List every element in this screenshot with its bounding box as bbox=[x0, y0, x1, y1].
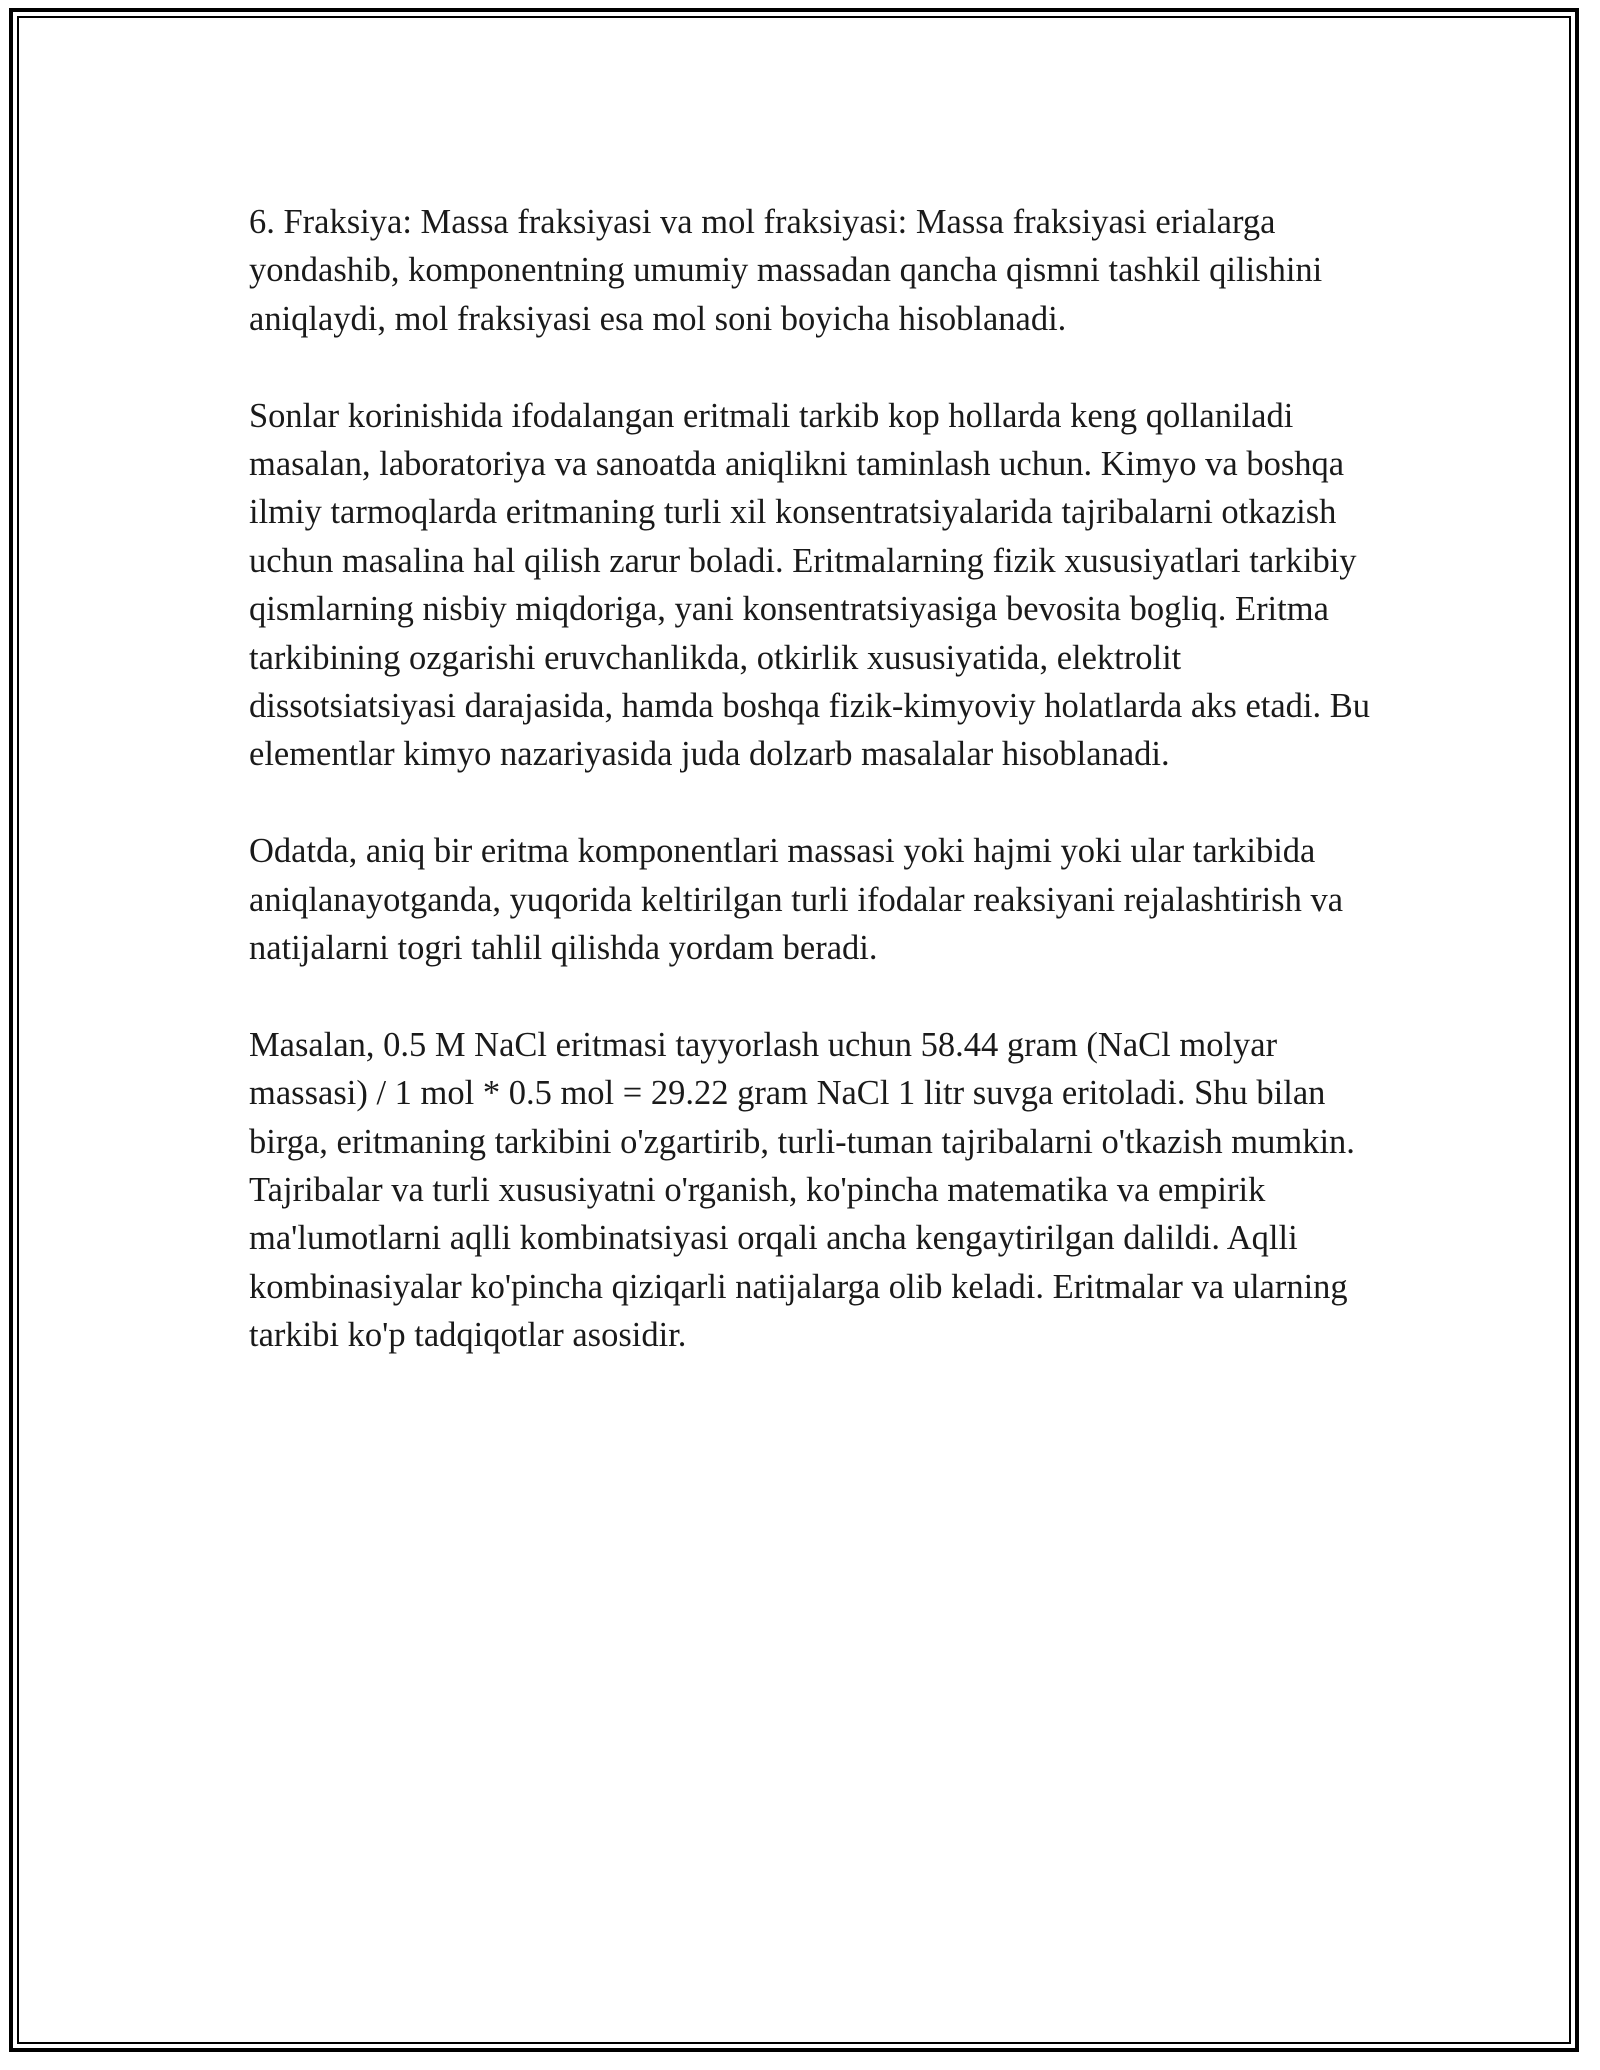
paragraph-example: Masalan, 0.5 M NaCl eritmasi tayyorlash uchun 58.44 gram (NaCl molyar massasi) / 1 mol * 0.5 mol = 29.22 gram NaCl 1 litr suvga eritoladi. Shu bilan birga, eritmaning tarkibini o'zgartirib, turli-tuman tajribalarni o'tkazish mumkin. Tajribalar va turli xususiyatni o'rganish, ko'pincha matematika va empirik ma'lumotlarni aqlli kombinatsiyasi orqali ancha kengaytirilgan dalildi. Aqlli kombinasiyalar ko'pincha qiziqarli natijalarga olib keladi. Eritmalar va ularning tarkibi ko'p tadqiqotlar asosidir. bbox=[249, 1025, 1355, 1355]
paragraph-composition: Sonlar korinishida ifodalangan eritmali tarkib kop hollarda keng qollaniladi masalan, laboratoriya va sanoatda aniqlikni taminlash uchun. Kimyo va boshqa ilmiy tarmoqlarda eritmaning turli xil konsentratsiyalarida tajribalarni otkazish uchun masalina hal qilish zarur boladi. Eritmalarning fizik xususiyatlari tarkibiy qismlarning nisbiy miqdoriga, yani konsentratsiyasiga bevosita bogliq. Eritma tarkibining ozgarishi eruvchanlikda, otkirlik xususiyatida, elektrolit dissotsiatsiyasi darajasida, hamda boshqa fizik-kimyoviy holatlarda aks etadi. Bu elementlar kimyo nazariyasida juda dolzarb masalalar hisoblanadi. bbox=[249, 396, 1370, 774]
paragraph-fraction: 6. Fraksiya: Massa fraksiyasi va mol fraksiyasi: Massa fraksiyasi erialarga yondashib, komponentning umumiy massadan qancha qismni tashkil qilishini aniqlaydi, mol fraksiyasi esa mol soni boyicha hisoblanadi. bbox=[249, 203, 1323, 338]
page-border bbox=[9, 8, 1579, 2052]
document-body bbox=[249, 198, 1379, 1360]
paragraph-usage: Odatda, aniq bir eritma komponentlari massasi yoki hajmi yoki ular tarkibida aniqlanayotganda, yuqorida keltirilgan turli ifodalar reaksiyani rejalashtirish va natijalarni togri tahlil qilishda yordam beradi. bbox=[249, 832, 1344, 968]
